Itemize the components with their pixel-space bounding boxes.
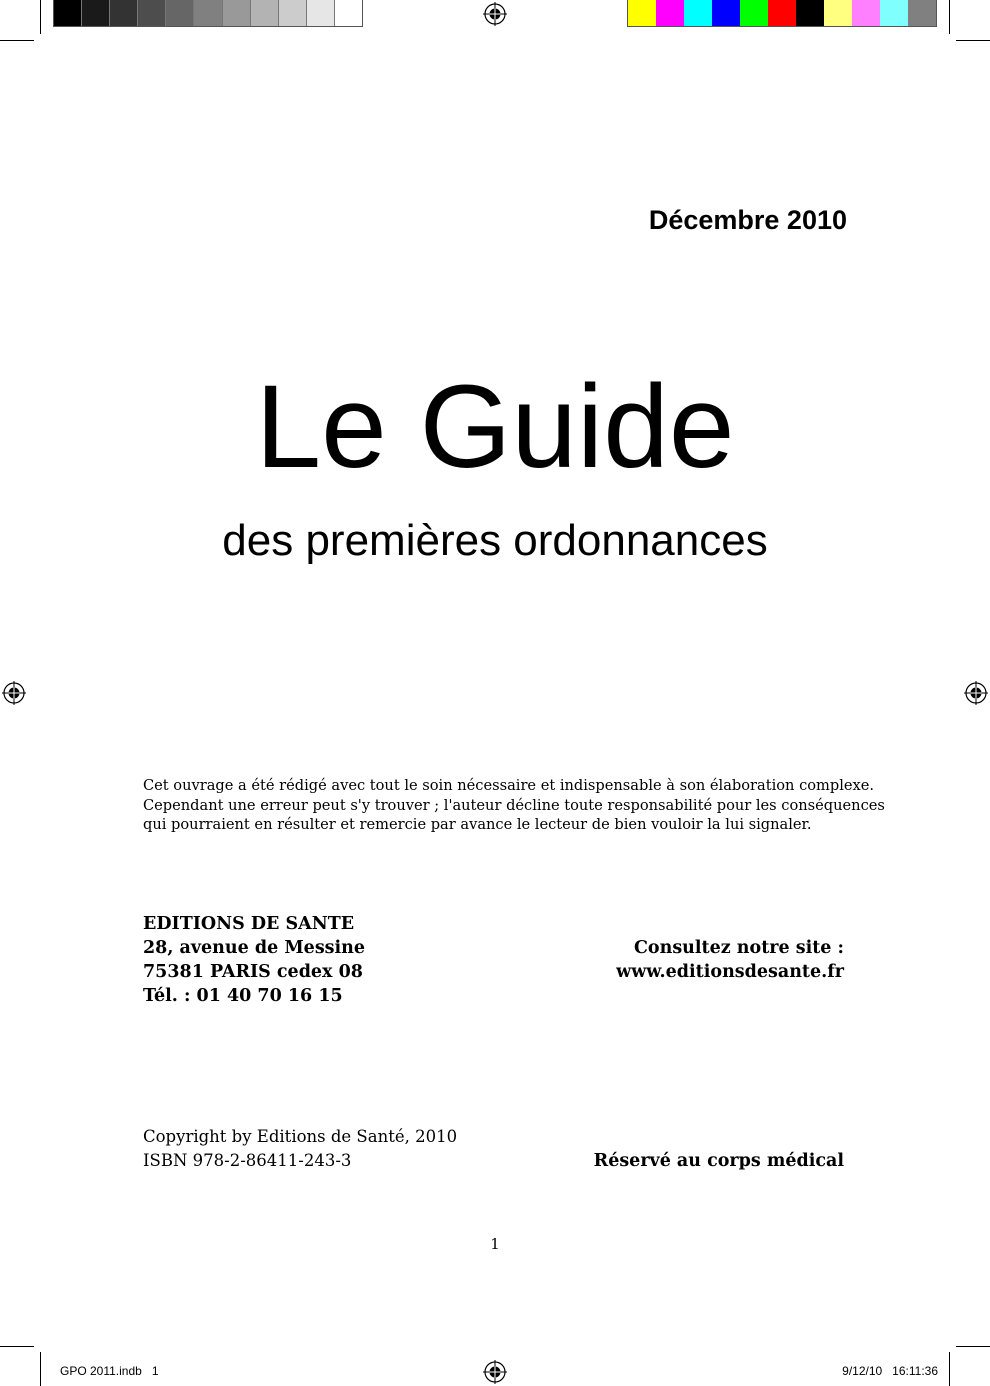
publisher-phone: Tél. : 01 40 70 16 15 (143, 986, 343, 1006)
crop-mark (956, 1346, 990, 1347)
crop-mark (956, 40, 990, 41)
disclaimer-line: Cependant une erreur peut s'y trouver ; l'auteur décline toute responsabilité pour les conséquences (143, 796, 885, 814)
crop-mark (0, 1346, 34, 1347)
color-swatch (740, 0, 768, 26)
color-swatch (684, 0, 712, 26)
crop-mark (0, 40, 34, 41)
gray-swatch (251, 0, 279, 26)
publisher-name: EDITIONS DE SANTE (143, 914, 355, 934)
disclaimer (143, 776, 885, 835)
publisher-address (143, 912, 365, 1008)
reserved-notice: Réservé au corps médical (593, 1151, 844, 1171)
page-number: 1 (490, 1235, 500, 1253)
gray-swatch (138, 0, 166, 26)
slug-file: GPO 2011.indb 1 (60, 1364, 159, 1378)
gray-swatch (307, 0, 335, 26)
registration-mark-icon (2, 681, 26, 705)
website-url: www.editionsdesante.fr (616, 962, 844, 982)
gray-swatch (166, 0, 194, 26)
registration-mark-icon (483, 1360, 507, 1384)
color-bar (627, 0, 937, 27)
crop-mark (949, 0, 950, 34)
gray-swatch (279, 0, 307, 26)
gray-swatch (54, 0, 82, 26)
color-swatch (824, 0, 852, 26)
gray-scale-bar (53, 0, 363, 27)
crop-mark (40, 1352, 41, 1386)
gray-swatch (110, 0, 138, 26)
registration-mark-icon (964, 681, 988, 705)
color-swatch (656, 0, 684, 26)
color-swatch (628, 0, 656, 26)
crop-mark (949, 1352, 950, 1386)
gray-swatch (82, 0, 110, 26)
gray-swatch (223, 0, 251, 26)
slug-datetime: 9/12/10 16:11:36 (842, 1364, 938, 1378)
registration-mark-icon (483, 2, 507, 26)
copyright-block (143, 1125, 457, 1173)
disclaimer-line: Cet ouvrage a été rédigé avec tout le soin nécessaire et indispensable à son élaboration complexe. (143, 777, 875, 794)
page-title: Le Guide (255, 361, 735, 493)
publisher-street: 28, avenue de Messine (143, 938, 366, 958)
color-swatch (712, 0, 740, 26)
color-swatch (908, 0, 936, 26)
color-swatch (852, 0, 880, 26)
gray-swatch (194, 0, 222, 26)
color-swatch (796, 0, 824, 26)
color-swatch (880, 0, 908, 26)
website-label: Consultez notre site : (634, 938, 844, 958)
crop-mark (40, 0, 41, 34)
color-swatch (768, 0, 796, 26)
publication-date: Décembre 2010 (648, 205, 847, 235)
isbn: ISBN 978-2-86411-243-3 (143, 1151, 352, 1170)
copyright-line: Copyright by Editions de Santé, 2010 (143, 1127, 458, 1146)
disclaimer-line: qui pourraient en résulter et remercie par avance le lecteur de bien vouloir la lui signaler. (143, 816, 812, 834)
page-subtitle: des premières ordonnances (222, 516, 768, 565)
gray-swatch (335, 0, 362, 26)
website-block (616, 936, 844, 984)
publisher-city: 75381 PARIS cedex 08 (143, 962, 363, 982)
